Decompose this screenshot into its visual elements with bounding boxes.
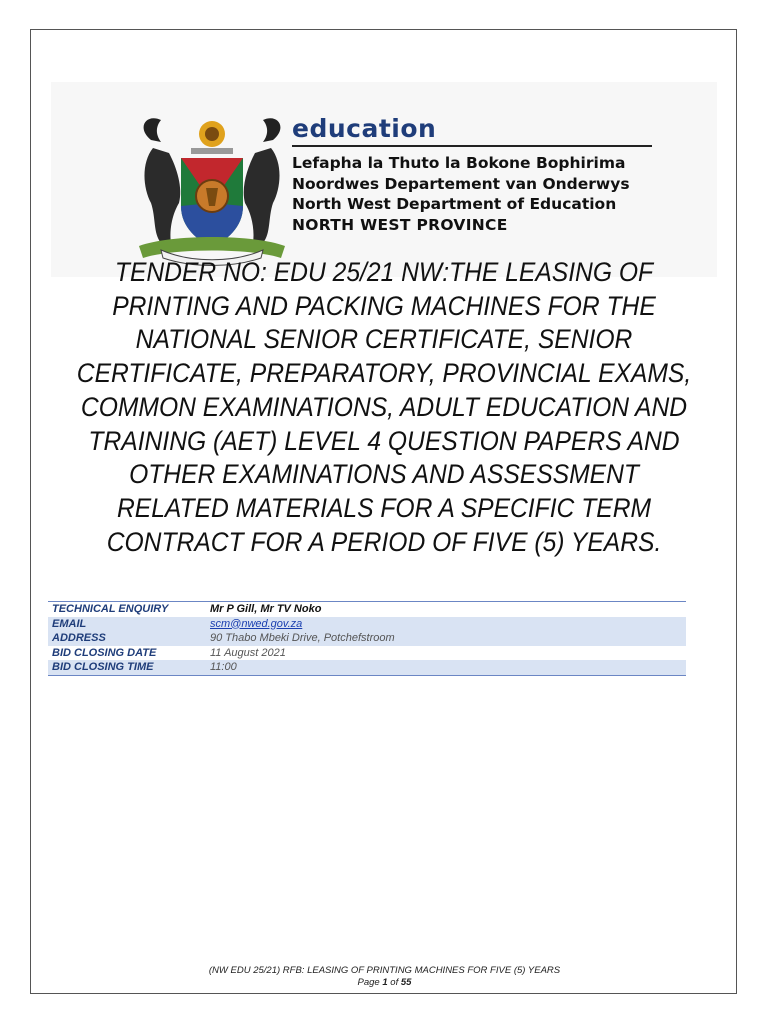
info-value: 11 August 2021: [210, 646, 286, 659]
department-title: education: [292, 114, 437, 143]
info-label: EMAIL: [48, 617, 206, 632]
info-row: [48, 602, 686, 617]
page-total: 55: [400, 977, 412, 988]
footer-text: (NW EDU 25/21) RFB: LEASING OF PRINTING MACHINES FOR FIVE (5) YEARS: [208, 965, 561, 976]
info-row: [48, 646, 686, 661]
document-page: [30, 29, 737, 994]
page-label: Page: [357, 977, 380, 988]
department-name-english: North West Department of Education: [292, 195, 617, 213]
info-row: [48, 617, 686, 632]
info-value: 90 Thabo Mbeki Drive, Potchefstroom: [206, 631, 686, 646]
page-number: [31, 977, 738, 989]
department-name-setswana: Lefapha la Thuto la Bokone Bophirima: [292, 154, 626, 172]
page-of: of: [390, 977, 399, 988]
info-row: [48, 660, 686, 675]
tender-title: TENDER NO: EDU 25/21 NW:THE LEASING OF PRINTING AND PACKING MACHINES FOR THE NATIONAL SENIOR CERTIFICATE, SENIOR CERTIFICATE, PREPARATORY, PROVINCIAL EXAMS, COMMON EXAMINATIONS, ADULT EDUCATION AND TRAINING (AET) LEVEL 4 QUESTION PAPERS AND OTHER EXAMINATIONS AND ASSESSMENT RELATED MATERIALS FOR A SPECIFIC TERM CONTRACT FOR A PERIOD OF FIVE (5) YEARS.: [76, 257, 692, 557]
page-current: 1: [382, 977, 388, 988]
coat-of-arms-logo: [131, 108, 293, 266]
department-heading: [292, 114, 652, 235]
info-label: BID CLOSING TIME: [48, 660, 206, 675]
department-name-afrikaans: Noordwes Departement van Onderwys: [292, 174, 630, 193]
info-value: 11:00: [206, 660, 686, 675]
info-row: [48, 631, 686, 646]
info-label: BID CLOSING DATE: [52, 646, 157, 659]
province-name: NORTH WEST PROVINCE: [292, 215, 508, 234]
tender-info-table: [48, 601, 686, 676]
info-label: TECHNICAL ENQUIRY: [48, 602, 206, 617]
email-link[interactable]: scm@nwed.gov.za: [206, 617, 686, 632]
info-label: ADDRESS: [48, 631, 206, 646]
page-footer: [31, 965, 738, 989]
title-underline: [292, 145, 652, 147]
info-value: Mr P Gill, Mr TV Noko: [206, 602, 686, 617]
